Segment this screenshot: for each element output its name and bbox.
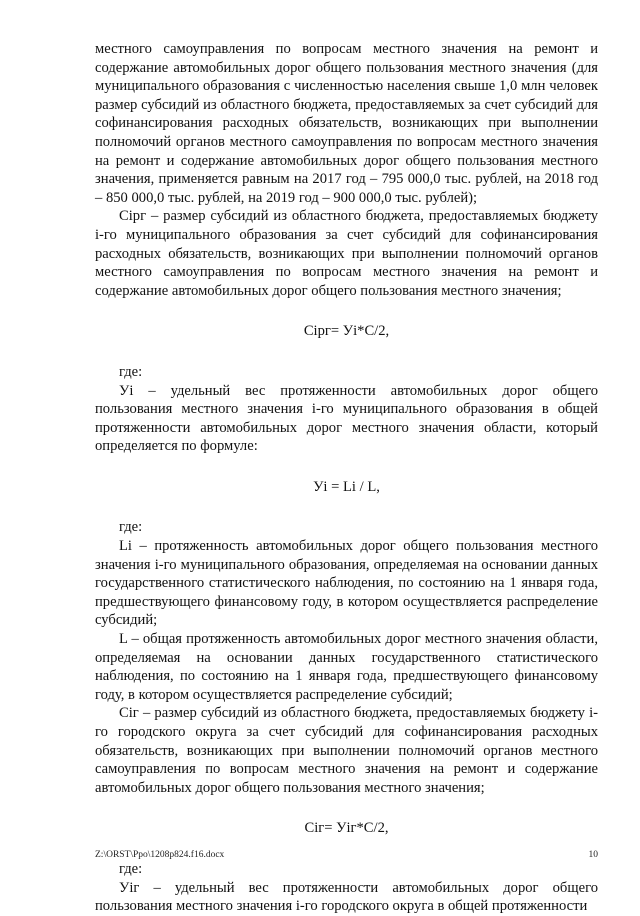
paragraph-cirg-definition: Сiрг – размер субсидий из областного бюджета, предоставляемых бюджету i-го муниципального образования за счет субсидий для софинансирования расходных обязательств, возникающих при выполнении полномочий органов местного самоуправления по вопросам местного значения на ремонт и содержание автомобильных дорог общего пользования местного значения;	[95, 208, 598, 299]
formula-yi: Уi = Li / L,	[313, 478, 380, 495]
page-number: 10	[588, 850, 598, 860]
document-body	[95, 40, 598, 916]
paragraph-yi-definition: Уi – удельный вес протяженности автомобильных дорог общего пользования местного значения i-го муниципального образования в общей протяженности автомобильных дорог местного значения области, который определяется по формуле:	[95, 382, 598, 455]
paragraph-yig-definition: Уiг – удельный вес протяженности автомобильных дорог общего пользования местного значения i-го городского округа в общей протяженности	[95, 879, 598, 915]
paragraph-continuation: местного самоуправления по вопросам местного значения на ремонт и содержание автомобильных дорог общего пользования местного значения (для муниципального образования с численностью населения свыше 1,0 млн человек размер субсидий из областного бюджета, предоставляемых за счет субсидий для софинансирования расходных обязательств, возникающих при выполнении полномочий органов местного самоуправления по вопросам местного значения на ремонт и содержание автомобильных дорог общего пользования местного значения, применяется равным на 2017 год – 795 000,0 тыс. рублей, на 2018 год – 850 000,0 тыс. рублей, на 2019 год – 900 000,0 тыс. рублей);	[95, 41, 598, 206]
where-label: где:	[119, 519, 143, 536]
file-path: Z:\ORST\Ppo\1208p824.f16.docx	[95, 850, 225, 860]
where-label: где:	[119, 363, 143, 380]
paragraph-li-definition: Li – протяженность автомобильных дорог общего пользования местного значения i-го муниципального образования, определяемая на основании данных государственного статистического наблюдения, по состоянию на 1 января года, предшествующего финансовому году, в котором осуществляется распределение субсидий;	[95, 538, 598, 629]
formula-cig: Сiг= Уiг*С/2,	[304, 820, 389, 837]
paragraph-l-definition: L – общая протяженность автомобильных дорог местного значения области, определяемая на основании данных государственного статистического наблюдения, по состоянию на 1 января года, предшествующего финансовому году, в котором осуществляется распределение субсидий;	[95, 631, 598, 703]
paragraph-cig-definition: Сiг – размер субсидий из областного бюджета, предоставляемых бюджету i-го городского округа за счет субсидий для софинансирования расходных обязательств, возникающих при выполнении полномочий органов местного самоуправления по вопросам местного значения на ремонт и содержание автомобильных дорог общего пользования местного значения;	[95, 705, 598, 796]
formula-cirg: Сiрг= Уi*С/2,	[303, 323, 390, 340]
where-label: где:	[119, 860, 143, 877]
